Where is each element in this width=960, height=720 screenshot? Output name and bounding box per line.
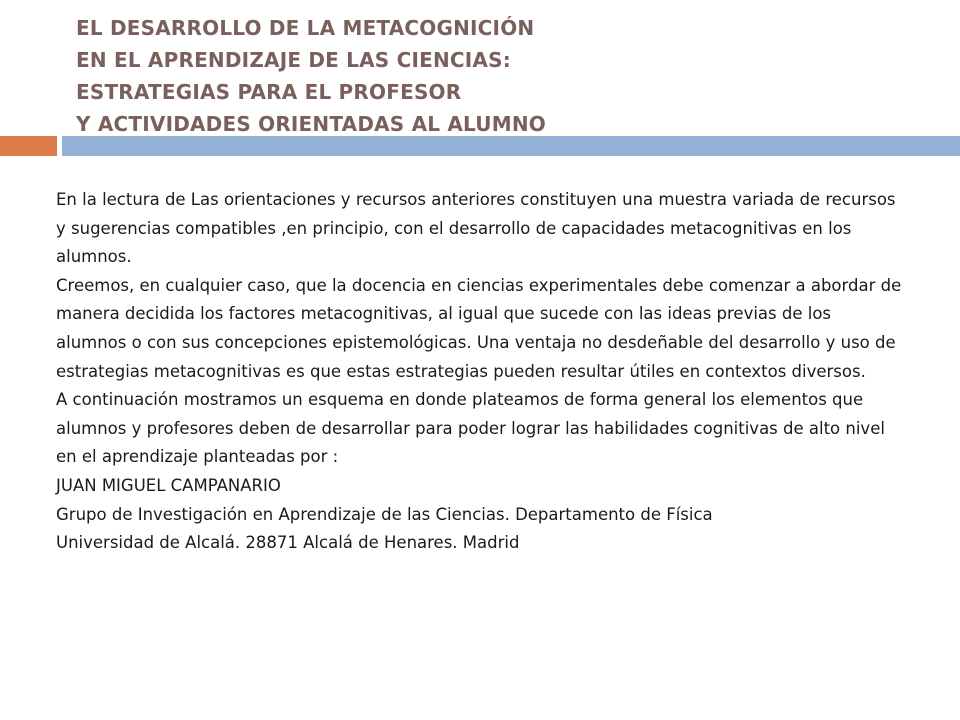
title-underline-bar: [62, 136, 960, 156]
author-affiliation: Grupo de Investigación en Aprendizaje de las Ciencias. Departamento de Física: [56, 504, 713, 524]
title-line-4: Y ACTIVIDADES ORIENTADAS AL ALUMNO: [76, 112, 546, 136]
title-line-1: EL DESARROLLO DE LA METACOGNICIÓN: [76, 16, 535, 40]
title-accent-bar: [0, 136, 57, 156]
author-name: JUAN MIGUEL CAMPANARIO: [56, 475, 281, 495]
body-paragraph-scheme: A continuación mostramos un esquema en donde plateamos de forma general los elementos que alumnos y profesores deben de desarrollar para poder lograr las habilidades cognitivas de alto nivel en el aprendizaje planteadas por :: [56, 390, 885, 467]
slide-body: [56, 186, 904, 558]
author-address: Universidad de Alcalá. 28871 Alcalá de Henares. Madrid: [56, 533, 520, 553]
body-paragraph-belief: Creemos, en cualquier caso, que la docencia en ciencias experimentales debe comenzar a abordar de manera decidida los factores metacognitivas, al igual que sucede con las ideas previas de los alumnos o con sus concepciones epistemológicas. Una ventaja no desdeñable del desarrollo y uso de estrategias metacognitivas es que estas estrategias pueden resultar útiles en contextos diversos.: [56, 275, 902, 381]
body-paragraph-intro: En la lectura de Las orientaciones y recursos anteriores constituyen una muestra variada de recursos y sugerencias compatibles ,en principio, con el desarrollo de capacidades metacognitivas en los alumnos.: [56, 190, 896, 267]
title-line-2: EN EL APRENDIZAJE DE LAS CIENCIAS:: [76, 48, 511, 72]
slide-title: [76, 12, 936, 140]
title-line-3: ESTRATEGIAS PARA EL PROFESOR: [76, 80, 462, 104]
